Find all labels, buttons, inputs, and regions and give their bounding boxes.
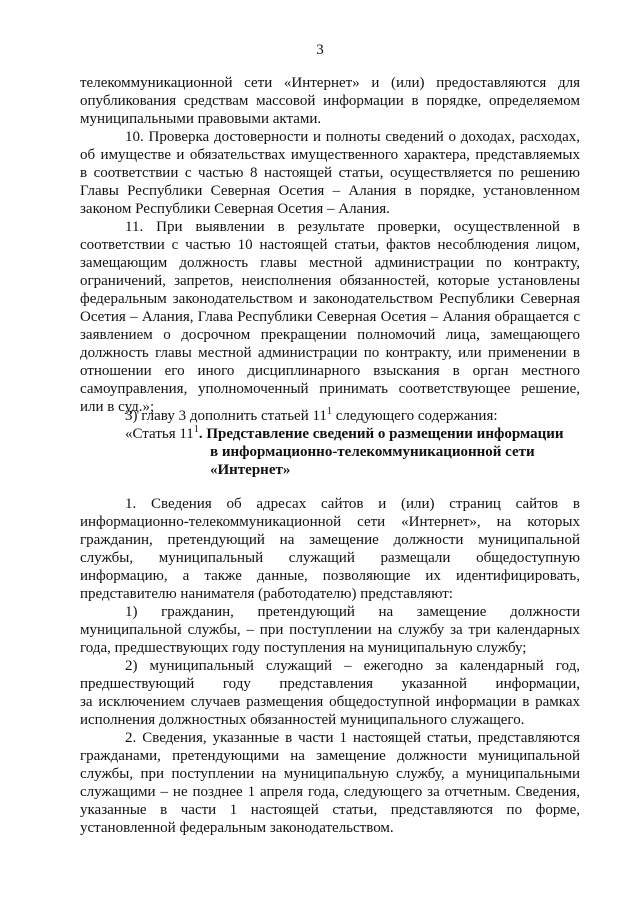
text-line: Осетия – Алания, Глава Республики Северная Осетия – Алания обращается с (80, 309, 580, 325)
text-line: года, предшествующих году поступления на муниципальную службу; (80, 640, 527, 656)
text-line: службы, муниципальный служащий размещали общедоступную (80, 550, 580, 566)
article-title-line (125, 425, 564, 443)
article-title: «Интернет» (210, 462, 291, 478)
text-line: 2. Сведения, указанные в части 1 настоящей статьи, представляются (125, 730, 580, 746)
text-line: Главы Республики Северная Осетия – Алания в порядке, установленном (80, 183, 580, 199)
text-line: 10. Проверка достоверности и полноты сведений о доходах, расходах, (125, 129, 580, 145)
text-line: телекоммуникационной сети «Интернет» и (или) предоставляются для (80, 75, 580, 91)
text-line: об имуществе и обязательствах имущественного характера, представляемых (80, 147, 580, 163)
superscript: 1 (326, 406, 332, 417)
article-title: . Представление сведений о размещении информации (198, 426, 564, 442)
text-line: установленной федеральным законодательством. (80, 820, 394, 836)
text-line: 11. При выявлении в результате проверки, осуществленной в (125, 219, 580, 235)
text-line: информацию, а также данные, позволяющие их идентифицировать, (80, 568, 580, 584)
text-line: гражданин, претендующий на замещение должности муниципальной (80, 532, 580, 548)
text-line: информационно-телекоммуникационной сети «Интернет», на которых (80, 514, 580, 530)
text-line: должность главы местной администрации по контракту, или применении в (80, 345, 580, 361)
text-line: опубликования средствам массовой информации в порядке, определяемом (80, 93, 580, 109)
text-line: указанные в части 1 настоящей статьи, представляются по форме, (80, 802, 580, 818)
amendment-text: следующего содержания: (331, 408, 498, 424)
text-line: или в суд.»; (80, 399, 155, 415)
text-line: соответствии с частью 10 настоящей статьи, фактов несоблюдения лицом, (80, 237, 580, 253)
text-line: исполнения должностных обязанностей муниципального служащего. (80, 712, 525, 728)
text-line: служащими – не позднее 1 апреля года, следующего за отчетным. Сведения, (80, 784, 580, 800)
text-line: 1) гражданин, претендующий на замещение должности (125, 604, 580, 620)
text-line: представителю нанимателя (работодателю) представляют: (80, 586, 453, 602)
amendment-text: 3) главу 3 дополнить статьей 11 (125, 408, 327, 424)
text-line: за исключением случаев размещения общедоступной информации в рамках (80, 694, 580, 710)
article-label: «Статья 11 (125, 426, 194, 442)
text-line: отношении его иного дисциплинарного взыскания в орган местного (80, 363, 580, 379)
text-line: службы, при поступлении на муниципальную службу, а муниципальными (80, 766, 580, 782)
text-line: замещающим должность главы местной администрации по контракту, (80, 255, 580, 271)
text-line: ограничений, запретов, неисполнения обязанностей, которые установлены (80, 273, 580, 289)
text-line: 2) муниципальный служащий – ежегодно за календарный год, (125, 658, 580, 674)
page-number: 3 (316, 42, 324, 58)
text-line: законом Республики Северная Осетия – Алания. (80, 201, 390, 217)
article-title: в информационно-телекоммуникационной сети (210, 444, 535, 460)
text-line: федеральным законодательством и законодательством Республики Северная (80, 291, 580, 307)
text-line: муниципальными правовыми актами. (80, 111, 322, 127)
amendment-line (125, 407, 498, 425)
text-line: гражданами, претендующими на замещение должности муниципальной (80, 748, 580, 764)
text-line: 1. Сведения об адресах сайтов и (или) страниц сайтов в (125, 496, 580, 512)
text-line: самоуправления, уполномоченный принимать соответствующее решение, (80, 381, 580, 397)
text-line: в соответствии с частью 8 настоящей статьи, осуществляется по решению (80, 165, 580, 181)
text-line: муниципальной службы, – при поступлении на службу за три календарных (80, 622, 580, 638)
text-line: заявлением о досрочном прекращении полномочий лица, замещающего (80, 327, 580, 343)
text-line: предшествующий году представления указанной информации, (80, 676, 580, 692)
superscript: 1 (193, 424, 199, 435)
